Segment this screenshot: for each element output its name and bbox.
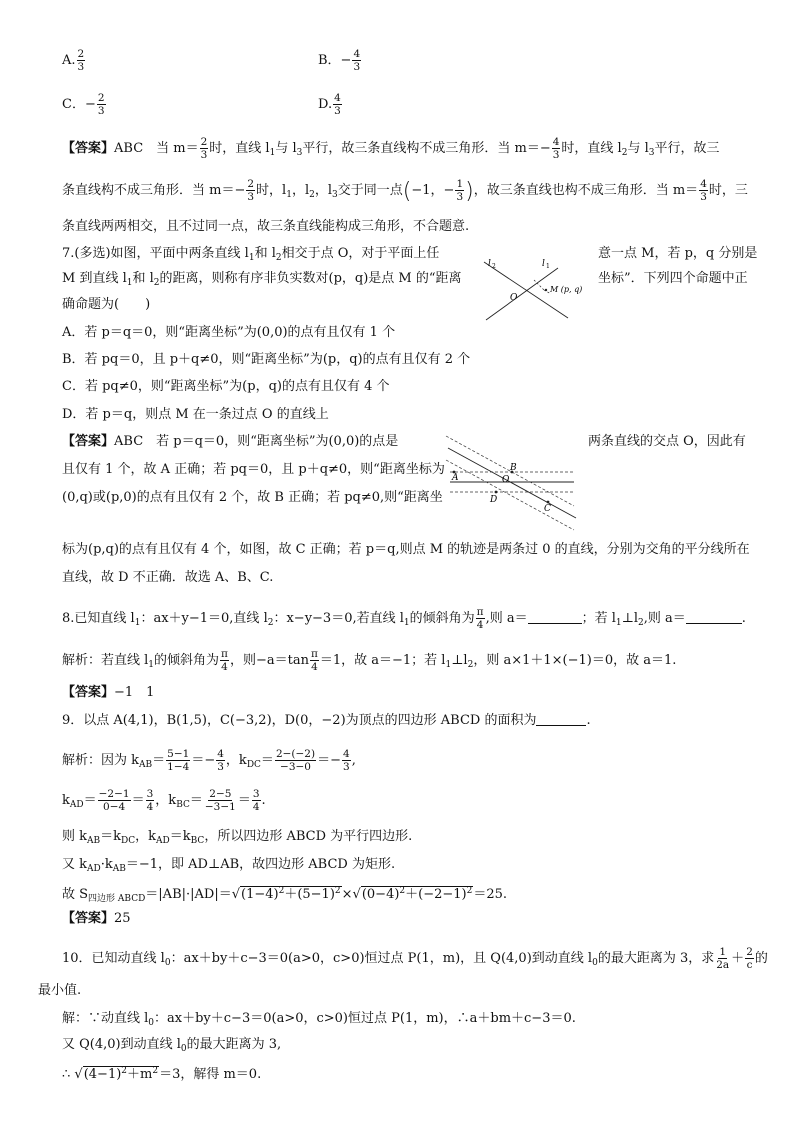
- label-a: A: [452, 473, 459, 483]
- option-c: C．− $\frac{2}{3}$: [62, 92, 105, 117]
- answer8: 【答案】−1 1: [62, 685, 155, 700]
- label-l1-sub: 1: [546, 263, 550, 270]
- answer7-line1: 【答案】ABC 若 p＝q＝0，则“距离坐标”为(0,0)的点是: [62, 434, 399, 449]
- fraction: $\frac{2}{3}$: [97, 92, 105, 117]
- solution9-line4: 又 $k_{AD}\cdot k_{AB}=-1$，即 AD⊥AB，故四边形 ABCD 为矩形.: [62, 857, 396, 874]
- question10-line1: 10．已知动直线 $l_0$：ax＋by＋c−3＝0(a>0，c>0)恒过点 P(1，m)，且 Q(4,0)到动直线 $l_0$的最大距离为 3，求 $\frac{1}{2a}$ ＋ $\frac{2}{c}$ 的: [62, 946, 768, 971]
- label-l2: l: [488, 259, 491, 269]
- answer7-line3: (0,q)或(p,0)的点有且仅有 2 个，故 B 正确；若 pq≠0,则“距离坐: [62, 490, 443, 505]
- label-d: D: [490, 495, 498, 505]
- label-b: B: [510, 463, 517, 473]
- answer7-line2: 且仅有 1 个，故 A 正确；若 pq＝0，且 p＋q≠0，则“距离坐标为: [62, 462, 445, 477]
- answer6-line3: 条直线两两相交，且不过同一点，故三条直线能构成三角形，不合题意.: [62, 219, 470, 234]
- solution9-line5: 故 $S_{四边形 ABCD}=|AB|\cdot|AD|=√(1-4)^2+(5-1)^2\times√(0-4)^2+(-2-1)^2=25$.: [62, 886, 508, 904]
- solution10-line1: 解：∵动直线 $l_0$：ax＋by＋c−3＝0(a>0，c>0)恒过点 P(1，m)，∴a＋bm＋c−3＝0.: [62, 1011, 576, 1028]
- solution10-line3: ∴ $√(4-1)^2+m^2=3$，解得 m＝0.: [62, 1066, 262, 1082]
- answer6-line2: 条直线构不成三角形．当 m＝− $\frac{2}{3}$ 时，$l_1$，$l_2$，$l_3$交于同一点(−1，− $\frac{1}{3}$ )，故三条直线也构不成三角形．当 m＝ $\frac{4}{3}$ 时，三: [62, 178, 748, 204]
- answer9: 【答案】25: [62, 911, 131, 926]
- line-l1: [486, 268, 558, 320]
- answer-blank: [536, 725, 586, 726]
- label-m: M (p, q): [550, 285, 583, 294]
- question7-line3: 确命题为( ): [62, 297, 151, 312]
- label-o: O: [510, 293, 518, 303]
- point-c: [547, 501, 550, 504]
- answer7-line1-right: 两条直线的交点 O，因此有: [588, 434, 746, 449]
- intersecting-lines-figure: [480, 250, 590, 322]
- question7-line2-right: 坐标”．下列四个命题中正: [598, 271, 748, 286]
- fraction: $\frac{2}{3}$: [77, 48, 85, 73]
- question7-option-a: A．若 p＝q＝0，则“距离坐标”为(0,0)的点有且仅有 1 个: [62, 325, 396, 340]
- solution8: 解析：若直线 $l_1$的倾斜角为 $\frac{\pi}{4}$ ，则−a＝tan $\frac{\pi}{4}$ ＝1，故 a＝−1；若 $l_1\perp l_2$，则 a×1＋1×(−1)＝0，故 a＝1.: [62, 648, 677, 673]
- label-l1: l: [542, 259, 545, 269]
- option-b: B．− $\frac{4}{3}$: [318, 48, 361, 73]
- solution9-line2: $k_{AD}=$ $\frac{-2-1}{0-4}$ ＝ $\frac{3}{4}$ ，$k_{BC}=$ $\frac{2-5}{-3-1}$ ＝ $\frac{3}{4}$ .: [62, 788, 266, 813]
- distance-coordinate-figure: [440, 432, 580, 532]
- answer7-line4: 标为(p,q)的点有且仅有 4 个，如图，故 C 正确；若 p＝q,则点 M 的轨迹是两条过 0 的直线，分别为交角的平分线所在: [62, 542, 750, 557]
- point-d: [495, 491, 498, 494]
- question7-option-d: D．若 p＝q，则点 M 在一条过点 O 的直线上: [62, 407, 329, 422]
- question7-line1: 7.(多选)如图，平面中两条直线 $l_1$和 $l_2$相交于点 O，对于平面上任: [62, 246, 440, 263]
- answer-blank: [528, 623, 582, 624]
- fraction: $\frac{4}{3}$: [353, 48, 361, 73]
- option-d: D. $\frac{4}{3}$: [318, 92, 341, 117]
- question7-option-b: B．若 pq＝0，且 p＋q≠0，则“距离坐标”为(p，q)的点有且仅有 2 个: [62, 352, 471, 367]
- option-a: A. $\frac{2}{3}$: [62, 48, 85, 73]
- answer-blank: [686, 623, 742, 624]
- solution10-line2: 又 Q(4,0)到动直线 $l_0$的最大距离为 3,: [62, 1037, 282, 1054]
- question7-line1-right: 意一点 M，若 p，q 分别是: [598, 246, 758, 261]
- question10-line2: 最小值.: [38, 983, 82, 998]
- fraction: $\frac{4}{3}$: [334, 92, 341, 117]
- solution9-line3: 则 $k_{AB}=k_{DC}$，$k_{AD}=k_{BC}$，所以四边形 ABCD 为平行四边形.: [62, 829, 413, 846]
- answer6-line1: 【答案】ABC 当 m＝ $\frac{2}{3}$ 时，直线 $l_1$与 $l_3$平行，故三条直线构不成三角形．当 m＝− $\frac{4}{3}$ 时，直线 $l_2$与 $l_3$平行，故三: [62, 136, 720, 161]
- point-m: [545, 289, 547, 291]
- solution9-line1: 解析：因为 $k_{AB}=$ $\frac{5-1}{1-4}$ ＝− $\frac{4}{3}$ ，$k_{DC}=$ $\frac{2-(-2)}{-3-0}$ ＝− $\frac{4}{3}$ ,: [62, 748, 356, 773]
- answer7-line5: 直线，故 D 不正确．故选 A、B、C.: [62, 570, 274, 585]
- question9: 9．以点 A(4,1)，B(1,5)，C(−3,2)，D(0，−2)为顶点的四边形 ABCD 的面积为 .: [62, 713, 591, 728]
- question8: 8.已知直线 $l_1$：ax＋y−1＝0,直线 $l_2$：x−y−3＝0,若直线 $l_1$的倾斜角为 $\frac{\pi}{4}$ ,则 a＝ ；若 $l_1\perp l_2$,则 a＝ .: [62, 606, 746, 631]
- label-c: C: [544, 504, 551, 514]
- question7-line2: M 到直线 $l_1$和 $l_2$的距离，则称有序非负实数对(p，q)是点 M 的“距离: [62, 271, 462, 288]
- label-l2-sub: 2: [492, 263, 496, 270]
- question7-option-c: C．若 pq≠0，则“距离坐标”为(p，q)的点有且仅有 4 个: [62, 379, 390, 394]
- label-o: O: [502, 475, 510, 485]
- line-l1: [448, 448, 576, 518]
